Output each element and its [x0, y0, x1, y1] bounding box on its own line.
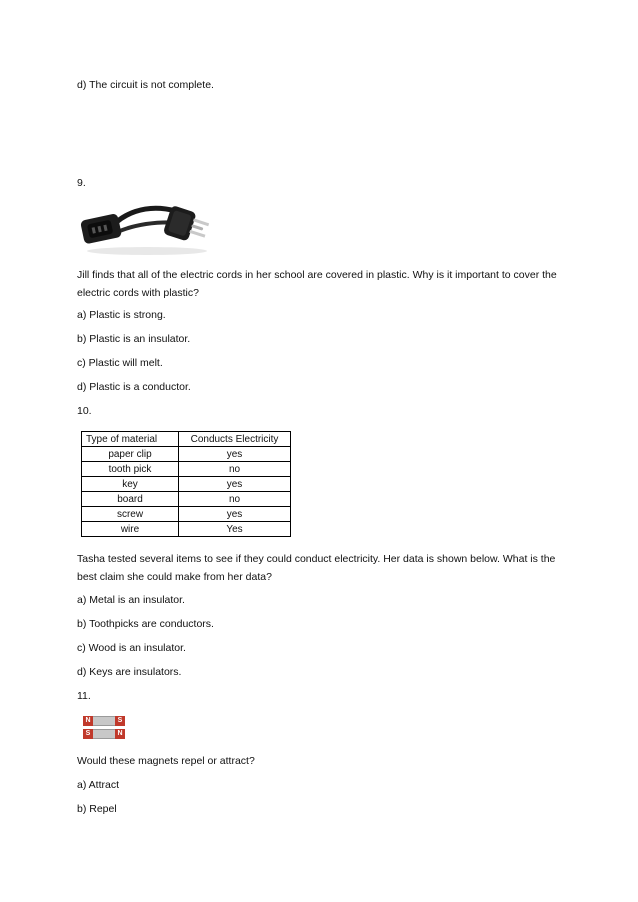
table-cell-material: tooth pick — [82, 462, 179, 477]
table-cell-material: key — [82, 477, 179, 492]
q8-option-d: d) The circuit is not complete. — [77, 79, 214, 91]
table-cell-conducts: yes — [179, 477, 291, 492]
q10-option-b: b) Toothpicks are conductors. — [77, 618, 214, 630]
q9-option-d: d) Plastic is a conductor. — [77, 381, 191, 393]
table-cell-conducts: no — [179, 462, 291, 477]
magnet-pole: S — [83, 729, 93, 739]
q10-option-d: d) Keys are insulators. — [77, 666, 182, 678]
table-cell-conducts: yes — [179, 447, 291, 462]
q11-option-b: b) Repel — [77, 803, 117, 815]
table-cell-conducts: no — [179, 492, 291, 507]
q10-number: 10. — [77, 405, 92, 417]
table-row — [82, 447, 291, 462]
magnets-figure — [83, 716, 127, 742]
table-header: Conducts Electricity — [179, 432, 291, 447]
table-cell-conducts: yes — [179, 507, 291, 522]
q9-option-b: b) Plastic is an insulator. — [77, 333, 191, 345]
q11-option-a: a) Attract — [77, 779, 120, 791]
magnet-body — [93, 716, 115, 726]
materials-table — [81, 431, 291, 537]
table-cell-conducts: Yes — [179, 522, 291, 537]
magnet-pole: S — [115, 716, 125, 726]
q9-question: Jill finds that all of the electric cords in her school are covered in plastic. Why is it important to cover the electric cords with plastic? — [77, 269, 557, 299]
magnet-body — [93, 729, 115, 739]
table-header-row — [82, 432, 291, 447]
q10-question: Tasha tested several items to see if they could conduct electricity. Her data is shown below. What is the best claim she could make from her data? — [77, 553, 556, 583]
q10-option-a: a) Metal is an insulator. — [77, 594, 185, 606]
electric-cord-plug-icon — [76, 193, 218, 257]
magnet-pole: N — [83, 716, 93, 726]
q10-option-c: c) Wood is an insulator. — [77, 642, 186, 654]
magnet-top — [83, 716, 125, 726]
magnet-pole: N — [115, 729, 125, 739]
table-cell-material: screw — [82, 507, 179, 522]
table-row — [82, 477, 291, 492]
q9-option-a: a) Plastic is strong. — [77, 309, 166, 321]
table-cell-material: paper clip — [82, 447, 179, 462]
q11-number: 11. — [77, 690, 91, 702]
table-row — [82, 492, 291, 507]
table-row — [82, 507, 291, 522]
table-cell-material: wire — [82, 522, 179, 537]
table-row — [82, 462, 291, 477]
table-header: Type of material — [82, 432, 179, 447]
q11-question: Would these magnets repel or attract? — [77, 755, 255, 767]
q9-option-c: c) Plastic will melt. — [77, 357, 163, 369]
table-row — [82, 522, 291, 537]
q9-number: 9. — [77, 177, 86, 189]
table-cell-material: board — [82, 492, 179, 507]
magnet-bottom — [83, 729, 125, 739]
